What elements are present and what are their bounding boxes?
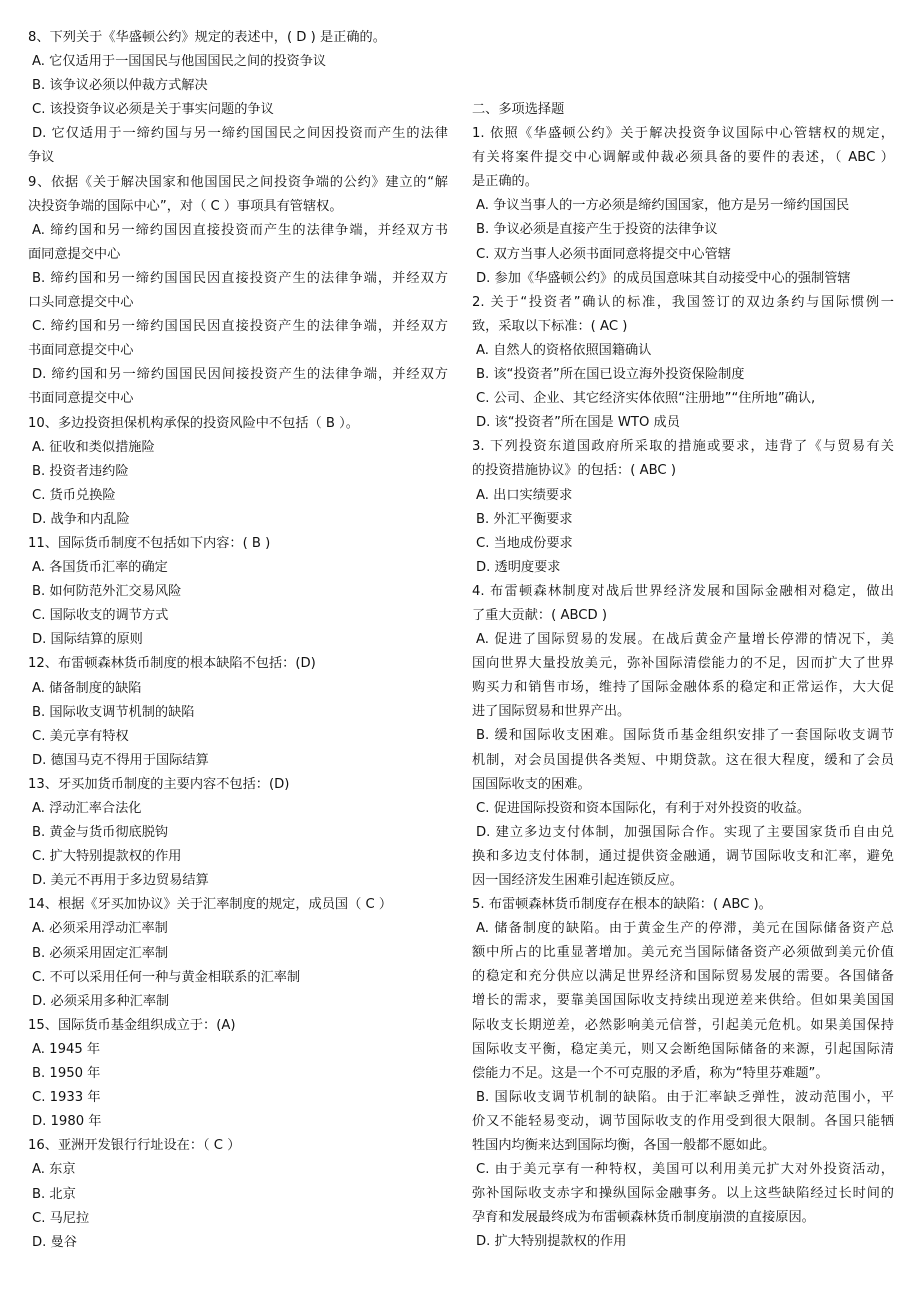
left-line: D. 它仅适用于一缔约国与另一缔约国国民之间因投资而产生的法律 [32, 126, 448, 142]
left-line: D. 美元不再用于多边贸易结算 [32, 873, 209, 889]
left-line: 争议 [28, 150, 55, 166]
left-line: D. 国际结算的原则 [32, 632, 143, 648]
left-line: A. 1945 年 [32, 1041, 101, 1057]
right-line: B. 外汇平衡要求 [476, 511, 573, 527]
left-line: D. 必须采用多种汇率制 [32, 993, 170, 1009]
left-line: C. 国际收支的调节方式 [32, 608, 169, 624]
right-line: 孕育和发展最终成为布雷顿森林货币制度崩溃的直接原因。 [472, 1210, 815, 1226]
left-line: C. 该投资争议必须是关于事实问题的争议 [32, 102, 274, 118]
left-line: B. 投资者违约险 [32, 463, 129, 479]
left-line: D. 曼谷 [32, 1234, 77, 1250]
right-line: 偿能力不足。这是一个不可克服的矛盾，称为“特里芬难题”。 [472, 1065, 829, 1081]
left-line: B. 该争议必须以仲裁方式解决 [32, 78, 208, 94]
right-line: 二、多项选择题 [472, 102, 565, 117]
right-line: A. 争议当事人的一方必须是缔约国国家，他方是另一缔约国国民 [476, 198, 850, 214]
left-line: 15、国际货币基金组织成立于：(A) [28, 1017, 236, 1033]
left-line: 书面同意提交中心 [28, 391, 134, 407]
right-line: B. 该“投资者”所在国已设立海外投资保险制度 [476, 367, 745, 383]
right-line: C. 促进国际投资和资本国际化，有利于对外投资的收益。 [476, 800, 811, 816]
right-line: A. 出口实绩要求 [476, 487, 573, 503]
right-line: 了重大贡献：( ABCD ) [472, 607, 607, 623]
left-line: A. 东京 [32, 1162, 76, 1178]
right-line: D. 该“投资者”所在国是 WTO 成员 [476, 415, 680, 431]
left-line: C. 不可以采用任何一种与黄金相联系的汇率制 [32, 969, 301, 985]
left-line: 13、牙买加货币制度的主要内容不包括：(D) [28, 776, 290, 792]
left-line: B. 1950 年 [32, 1066, 101, 1082]
left-line: A. 征收和类似措施险 [32, 439, 155, 455]
right-line: 5. 布雷顿森林货币制度存在根本的缺陷：( ABC )。 [472, 897, 772, 913]
right-line: 增长的需求，要靠美国国际收支持续出现逆差来供给。但如果美国国 [472, 993, 894, 1009]
right-line: B. 国际收支调节机制的缺陷。由于汇率缺乏弹性，波动范围小，平 [476, 1089, 894, 1105]
right-line: 是正确的。 [472, 174, 538, 190]
right-line: A. 储备制度的缺陷。由于黄金生产的停滞，美元在国际储备资产总 [476, 921, 894, 937]
left-line: D. 缔约国和另一缔约国国民因间接投资产生的法律争端，并经双方 [32, 367, 448, 383]
right-line: 换和多边支付体制，通过提供资金融通，调节国际收支和汇率，避免 [472, 848, 894, 864]
right-line: 进了国际贸易和世界产出。 [472, 704, 631, 720]
right-line: 国际收支平衡，稳定美元，则又会断绝国际储备的来源，引起国际清 [472, 1041, 894, 1057]
right-line: C. 公司、企业、其它经济实体依照“注册地”“住所地”确认, [476, 391, 816, 407]
left-line: 11、国际货币制度不包括如下内容：( B ) [28, 535, 271, 551]
right-line: 的稳定和充分供应以满足世界经济和国际贸易发展的需要。各国储备 [472, 969, 894, 985]
left-line: 口头同意提交中心 [28, 295, 134, 311]
left-line: D. 1980 年 [32, 1114, 102, 1130]
left-line: A. 它仅适用于一国国民与他国国民之间的投资争议 [32, 54, 327, 70]
right-line: A. 促进了国际贸易的发展。在战后黄金产量增长停滞的情况下，美 [476, 632, 894, 648]
left-line: A. 储备制度的缺陷 [32, 680, 142, 696]
left-line: 12、布雷顿森林货币制度的根本缺陷不包括：(D) [28, 656, 316, 672]
left-line: 决投资争端的国际中心”，对（ C ）事项具有管辖权。 [28, 198, 343, 214]
left-line: B. 黄金与货币彻底脱钩 [32, 825, 169, 841]
right-line: 购买力和销售市场，维持了国际金融体系的稳定和正常运作，大大促 [472, 680, 894, 696]
right-line: 国向世界大量投放美元，弥补国际清偿能力的不足，因而扩大了世界 [472, 656, 894, 672]
left-line: 9、依据《关于解决国家和他国国民之间投资争端的公约》建立的“解 [28, 174, 448, 190]
left-line: A. 各国货币汇率的确定 [32, 560, 168, 576]
right-line: 额中所占的比重显著增加。美元充当国际储备资产必须做到美元价值 [472, 945, 894, 961]
right-line: 2. 关于“投资者”确认的标准，我国签订的双边条约与国际惯例一 [472, 294, 894, 310]
left-line: C. 1933 年 [32, 1090, 101, 1106]
right-line: C. 双方当事人必须书面同意将提交中心管辖 [476, 246, 731, 262]
left-line: C. 货币兑换险 [32, 487, 116, 503]
right-line: D. 透明度要求 [476, 559, 561, 575]
left-line: C. 扩大特别提款权的作用 [32, 849, 182, 865]
right-line: 的投资措施协议》的包括：( ABC ) [472, 463, 676, 479]
left-line: B. 北京 [32, 1186, 76, 1202]
right-line: 4. 布雷顿森林制度对战后世界经济发展和国际金融相对稳定，做出 [472, 583, 894, 599]
left-line: C. 缔约国和另一缔约国国民因直接投资产生的法律争端，并经双方 [32, 319, 448, 335]
right-line: 价又不能轻易变动，调节国际收支的作用受到很大限制。各国只能牺 [472, 1113, 894, 1129]
right-line: D. 参加《华盛顿公约》的成员国意味其自动接受中心的强制管辖 [476, 270, 851, 286]
right-line: B. 争议必须是直接产生于投资的法律争议 [476, 222, 718, 238]
left-line: D. 德国马克不得用于国际结算 [32, 752, 209, 768]
right-line: C. 当地成份要求 [476, 535, 573, 551]
left-line: 10、多边投资担保机构承保的投资风险中不包括（ B ）。 [28, 415, 359, 431]
left-line: B. 必须采用固定汇率制 [32, 945, 169, 961]
left-column [28, 26, 448, 1255]
right-line: 际收支长期逆差，必然影响美元信誉，引起美元危机。如果美国保持 [472, 1017, 894, 1033]
left-line: B. 缔约国和另一缔约国国民因直接投资产生的法律争端，并经双方 [32, 270, 448, 286]
left-line: A. 必须采用浮动汇率制 [32, 921, 168, 937]
right-line: 弥补国际收支赤字和操纵国际金融事务。以上这些缺陷经过长时间的 [472, 1186, 894, 1202]
left-line: B. 如何防范外汇交易风险 [32, 584, 182, 600]
right-column [472, 98, 894, 1255]
right-line: D. 扩大特别提款权的作用 [476, 1234, 627, 1250]
left-line: C. 马尼拉 [32, 1210, 90, 1226]
right-line: 因一国经济发生困难引起连锁反应。 [472, 873, 683, 888]
left-line: D. 战争和内乱险 [32, 511, 130, 527]
left-line: A. 缔约国和另一缔约国因直接投资而产生的法律争端，并经双方书 [32, 222, 448, 238]
left-line: 书面同意提交中心 [28, 343, 134, 359]
left-line: 面同意提交中心 [28, 246, 121, 262]
right-line: A. 自然人的资格依照国籍确认 [476, 342, 652, 358]
right-line: C. 由于美元享有一种特权，美国可以利用美元扩大对外投资活动， [476, 1162, 894, 1178]
right-line: B. 缓和国际收支困难。国际货币基金组织安排了一套国际收支调节 [476, 728, 894, 744]
left-line: A. 浮动汇率合法化 [32, 801, 142, 816]
right-line: 致，采取以下标准：( AC ) [472, 318, 628, 334]
right-line: 1. 依照《华盛顿公约》关于解决投资争议国际中心管辖权的规定， [472, 126, 894, 142]
right-line: D. 建立多边支付体制，加强国际合作。实现了主要国家货币自由兑 [476, 824, 894, 840]
left-line: B. 国际收支调节机制的缺陷 [32, 704, 195, 720]
right-line: 牲国内均衡来达到国际均衡，各国一般都不愿如此。 [472, 1138, 776, 1154]
left-line: 16、亚洲开发银行行址设在：（ C ） [28, 1138, 241, 1154]
left-line: 8、下列关于《华盛顿公约》规定的表述中，( D ) 是正确的。 [28, 30, 386, 45]
right-line: 国国际收支的困难。 [472, 776, 591, 792]
left-line: C. 美元享有特权 [32, 728, 129, 744]
left-line: 14、根据《牙买加协议》关于汇率制度的规定，成员国（ C ） [28, 897, 393, 913]
right-line: 3. 下列投资东道国政府所采取的措施或要求，违背了《与贸易有关 [472, 439, 894, 455]
right-line: 机制，对会员国提供各类短、中期贷款。这在很大程度，缓和了会员 [472, 752, 894, 768]
right-line: 有关将案件提交中心调解或仲裁必须具备的要件的表述，（ ABC ） [472, 150, 894, 166]
